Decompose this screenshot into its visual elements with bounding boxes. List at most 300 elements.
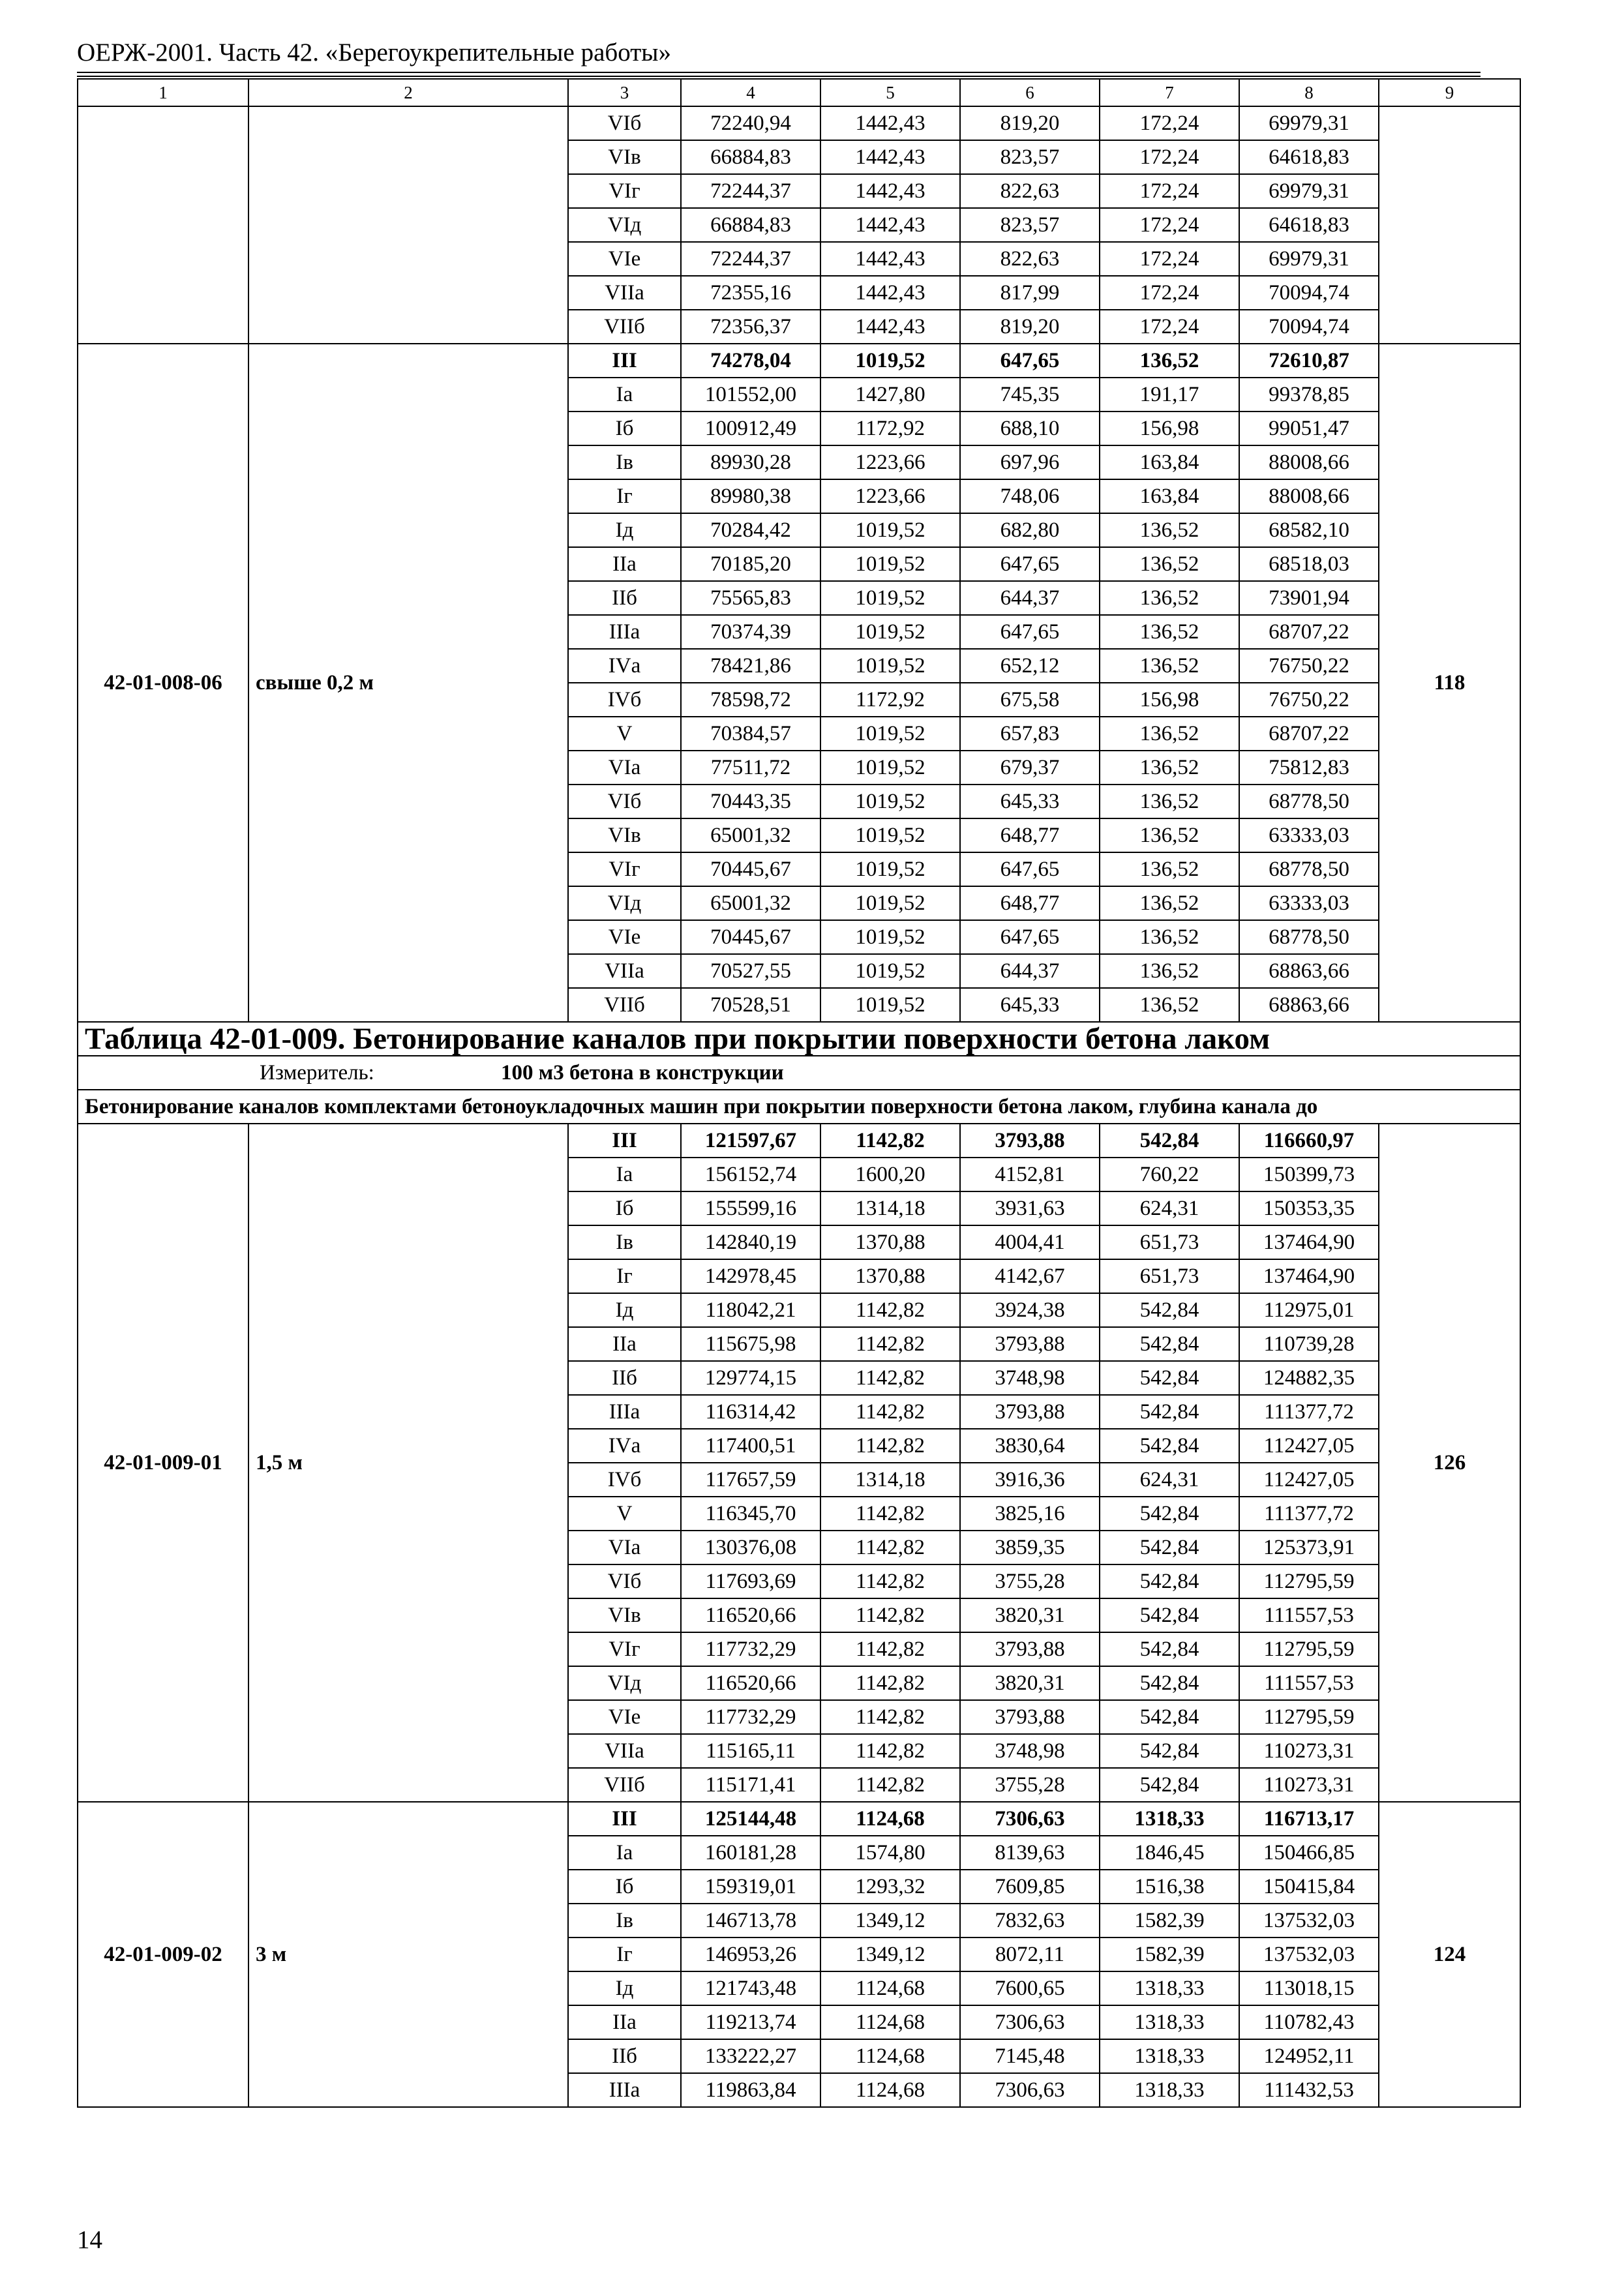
value-cell: 70384,57 xyxy=(681,717,820,751)
zone-cell: Iб xyxy=(568,411,681,445)
table-row xyxy=(78,1124,1520,1158)
value-cell: 1318,33 xyxy=(1100,2073,1239,2107)
value-cell: 1124,68 xyxy=(820,2005,960,2039)
value-cell: 1349,12 xyxy=(820,1904,960,1937)
value-cell: 75565,83 xyxy=(681,581,820,615)
value-cell: 644,37 xyxy=(960,581,1100,615)
rate-mark-cell: 126 xyxy=(1379,1124,1520,1802)
value-cell: 112795,59 xyxy=(1239,1564,1379,1598)
value-cell: 1293,32 xyxy=(820,1870,960,1904)
value-cell: 133222,27 xyxy=(681,2039,820,2073)
value-cell: 77511,72 xyxy=(681,751,820,785)
value-cell: 1314,18 xyxy=(820,1463,960,1497)
value-cell: 99051,47 xyxy=(1239,411,1379,445)
rate-mark-cell: 124 xyxy=(1379,1802,1520,2107)
value-cell: 125144,48 xyxy=(681,1802,820,1836)
zone-cell: VIг xyxy=(568,174,681,208)
value-cell: 1124,68 xyxy=(820,2073,960,2107)
value-cell: 129774,15 xyxy=(681,1361,820,1395)
value-cell: 69979,31 xyxy=(1239,242,1379,276)
value-cell: 78598,72 xyxy=(681,683,820,717)
value-cell: 72355,16 xyxy=(681,276,820,310)
zone-cell: IIа xyxy=(568,2005,681,2039)
value-cell: 1442,43 xyxy=(820,174,960,208)
value-cell: 136,52 xyxy=(1100,581,1239,615)
value-cell: 697,96 xyxy=(960,445,1100,479)
zone-cell: Iд xyxy=(568,1293,681,1327)
zone-cell: Iд xyxy=(568,513,681,547)
value-cell: 163,84 xyxy=(1100,445,1239,479)
value-cell: 1442,43 xyxy=(820,242,960,276)
value-cell: 819,20 xyxy=(960,106,1100,140)
column-number: 3 xyxy=(568,79,681,106)
zone-cell: VIб xyxy=(568,106,681,140)
value-cell: 66884,83 xyxy=(681,208,820,242)
value-cell: 110782,43 xyxy=(1239,2005,1379,2039)
group-description: Бетонирование каналов комплектами бетоноукладочных машин при покрытии поверхности бетона лаком, глубина канала до xyxy=(78,1090,1520,1124)
value-cell: 3748,98 xyxy=(960,1734,1100,1768)
rate-mark-cell: 118 xyxy=(1379,344,1520,1022)
value-cell: 116660,97 xyxy=(1239,1124,1379,1158)
value-cell: 65001,32 xyxy=(681,886,820,920)
value-cell: 150415,84 xyxy=(1239,1870,1379,1904)
value-cell: 136,52 xyxy=(1100,751,1239,785)
value-cell: 3793,88 xyxy=(960,1700,1100,1734)
value-cell: 150466,85 xyxy=(1239,1836,1379,1870)
zone-cell: Iб xyxy=(568,1870,681,1904)
zone-cell: VIIа xyxy=(568,1734,681,1768)
value-cell: 136,52 xyxy=(1100,344,1239,378)
value-cell: 68518,03 xyxy=(1239,547,1379,581)
value-cell: 142840,19 xyxy=(681,1225,820,1259)
value-cell: 1019,52 xyxy=(820,547,960,581)
value-cell: 146713,78 xyxy=(681,1904,820,1937)
value-cell: 160181,28 xyxy=(681,1836,820,1870)
value-cell: 117732,29 xyxy=(681,1632,820,1666)
value-cell: 1600,20 xyxy=(820,1158,960,1191)
value-cell: 156,98 xyxy=(1100,683,1239,717)
value-cell: 124952,11 xyxy=(1239,2039,1379,2073)
zone-cell: Iа xyxy=(568,1158,681,1191)
value-cell: 823,57 xyxy=(960,140,1100,174)
value-cell: 682,80 xyxy=(960,513,1100,547)
value-cell: 3825,16 xyxy=(960,1497,1100,1531)
value-cell: 1019,52 xyxy=(820,615,960,649)
zone-cell: IVа xyxy=(568,649,681,683)
page-number: 14 xyxy=(77,2226,102,2254)
value-cell: 1349,12 xyxy=(820,1937,960,1971)
value-cell: 136,52 xyxy=(1100,649,1239,683)
value-cell: 66884,83 xyxy=(681,140,820,174)
zone-cell: VIа xyxy=(568,751,681,785)
value-cell: 70094,74 xyxy=(1239,276,1379,310)
value-cell: 1172,92 xyxy=(820,411,960,445)
value-cell: 111377,72 xyxy=(1239,1395,1379,1429)
zone-cell: Iв xyxy=(568,445,681,479)
value-cell: 542,84 xyxy=(1100,1293,1239,1327)
value-cell: 130376,08 xyxy=(681,1531,820,1564)
zone-cell: Iг xyxy=(568,479,681,513)
value-cell: 1019,52 xyxy=(820,920,960,954)
value-cell: 1142,82 xyxy=(820,1497,960,1531)
column-number: 9 xyxy=(1379,79,1520,106)
column-number: 8 xyxy=(1239,79,1379,106)
value-cell: 1142,82 xyxy=(820,1632,960,1666)
zone-cell: Iг xyxy=(568,1937,681,1971)
zone-cell: VIIа xyxy=(568,276,681,310)
value-cell: 3755,28 xyxy=(960,1564,1100,1598)
value-cell: 159319,01 xyxy=(681,1870,820,1904)
value-cell: 817,99 xyxy=(960,276,1100,310)
value-cell: 1142,82 xyxy=(820,1666,960,1700)
zone-cell: VIе xyxy=(568,920,681,954)
value-cell: 70443,35 xyxy=(681,785,820,818)
zone-cell: VIв xyxy=(568,818,681,852)
rates-table xyxy=(77,78,1521,2108)
value-cell: 647,65 xyxy=(960,852,1100,886)
value-cell: 110739,28 xyxy=(1239,1327,1379,1361)
value-cell: 1019,52 xyxy=(820,886,960,920)
value-cell: 1318,33 xyxy=(1100,2005,1239,2039)
zone-cell: V xyxy=(568,1497,681,1531)
value-cell: 76750,22 xyxy=(1239,683,1379,717)
value-cell: 136,52 xyxy=(1100,988,1239,1022)
value-cell: 1019,52 xyxy=(820,852,960,886)
value-cell: 822,63 xyxy=(960,242,1100,276)
value-cell: 63333,03 xyxy=(1239,886,1379,920)
value-cell: 72610,87 xyxy=(1239,344,1379,378)
zone-cell: IIа xyxy=(568,1327,681,1361)
zone-cell: Iг xyxy=(568,1259,681,1293)
group-description-row xyxy=(78,1090,1520,1124)
value-cell: 1846,45 xyxy=(1100,1836,1239,1870)
value-cell: 647,65 xyxy=(960,344,1100,378)
value-cell: 111432,53 xyxy=(1239,2073,1379,2107)
value-cell: 1142,82 xyxy=(820,1293,960,1327)
value-cell: 111557,53 xyxy=(1239,1598,1379,1632)
value-cell: 101552,00 xyxy=(681,378,820,411)
zone-cell: VIг xyxy=(568,1632,681,1666)
column-number: 6 xyxy=(960,79,1100,106)
value-cell: 155599,16 xyxy=(681,1191,820,1225)
zone-cell: IIб xyxy=(568,1361,681,1395)
value-cell: 68778,50 xyxy=(1239,852,1379,886)
value-cell: 8072,11 xyxy=(960,1937,1100,1971)
value-cell: 1318,33 xyxy=(1100,1802,1239,1836)
rate-description-cell xyxy=(248,106,568,344)
value-cell: 624,31 xyxy=(1100,1463,1239,1497)
value-cell: 70094,74 xyxy=(1239,310,1379,344)
value-cell: 647,65 xyxy=(960,920,1100,954)
value-cell: 1172,92 xyxy=(820,683,960,717)
value-cell: 88008,66 xyxy=(1239,479,1379,513)
table-row xyxy=(78,344,1520,378)
value-cell: 70374,39 xyxy=(681,615,820,649)
value-cell: 1442,43 xyxy=(820,276,960,310)
value-cell: 823,57 xyxy=(960,208,1100,242)
zone-cell: VIд xyxy=(568,886,681,920)
column-number: 7 xyxy=(1100,79,1239,106)
value-cell: 115165,11 xyxy=(681,1734,820,1768)
value-cell: 115171,41 xyxy=(681,1768,820,1802)
value-cell: 121743,48 xyxy=(681,1971,820,2005)
zone-cell: V xyxy=(568,717,681,751)
value-cell: 112427,05 xyxy=(1239,1463,1379,1497)
column-number: 5 xyxy=(820,79,960,106)
value-cell: 542,84 xyxy=(1100,1361,1239,1395)
value-cell: 150353,35 xyxy=(1239,1191,1379,1225)
column-number: 2 xyxy=(248,79,568,106)
column-number: 1 xyxy=(78,79,248,106)
value-cell: 7832,63 xyxy=(960,1904,1100,1937)
header-rule xyxy=(77,76,1481,77)
value-cell: 1124,68 xyxy=(820,2039,960,2073)
value-cell: 111377,72 xyxy=(1239,1497,1379,1531)
value-cell: 65001,32 xyxy=(681,818,820,852)
value-cell: 644,37 xyxy=(960,954,1100,988)
zone-cell: Iа xyxy=(568,1836,681,1870)
value-cell: 89930,28 xyxy=(681,445,820,479)
rate-description-cell: 1,5 м xyxy=(248,1124,568,1802)
measure-value: 100 м3 бетона в конструкции xyxy=(501,1061,784,1085)
value-cell: 116520,66 xyxy=(681,1598,820,1632)
value-cell: 172,24 xyxy=(1100,174,1239,208)
value-cell: 688,10 xyxy=(960,411,1100,445)
value-cell: 136,52 xyxy=(1100,513,1239,547)
measure-label: Измеритель: xyxy=(260,1061,374,1085)
value-cell: 119213,74 xyxy=(681,2005,820,2039)
rate-code-cell: 42-01-009-01 xyxy=(78,1124,248,1802)
value-cell: 7306,63 xyxy=(960,1802,1100,1836)
value-cell: 116345,70 xyxy=(681,1497,820,1531)
value-cell: 542,84 xyxy=(1100,1700,1239,1734)
value-cell: 1442,43 xyxy=(820,140,960,174)
value-cell: 1223,66 xyxy=(820,445,960,479)
value-cell: 1516,38 xyxy=(1100,1870,1239,1904)
zone-cell: Iв xyxy=(568,1225,681,1259)
value-cell: 88008,66 xyxy=(1239,445,1379,479)
value-cell: 63333,03 xyxy=(1239,818,1379,852)
value-cell: 7145,48 xyxy=(960,2039,1100,2073)
zone-cell: Iв xyxy=(568,1904,681,1937)
value-cell: 72240,94 xyxy=(681,106,820,140)
value-cell: 64618,83 xyxy=(1239,140,1379,174)
zone-cell: III xyxy=(568,1124,681,1158)
zone-cell: Iа xyxy=(568,378,681,411)
value-cell: 3859,35 xyxy=(960,1531,1100,1564)
value-cell: 3793,88 xyxy=(960,1395,1100,1429)
value-cell: 1019,52 xyxy=(820,988,960,1022)
value-cell: 4004,41 xyxy=(960,1225,1100,1259)
value-cell: 1223,66 xyxy=(820,479,960,513)
value-cell: 137532,03 xyxy=(1239,1937,1379,1971)
column-number: 4 xyxy=(681,79,820,106)
value-cell: 3931,63 xyxy=(960,1191,1100,1225)
value-cell: 78421,86 xyxy=(681,649,820,683)
header-rule xyxy=(77,72,1481,73)
value-cell: 1019,52 xyxy=(820,581,960,615)
value-cell: 124882,35 xyxy=(1239,1361,1379,1395)
value-cell: 3793,88 xyxy=(960,1632,1100,1666)
value-cell: 64618,83 xyxy=(1239,208,1379,242)
value-cell: 3793,88 xyxy=(960,1327,1100,1361)
document-header-title: ОЕРЖ-2001. Часть 42. «Берегоукрепительные работы» xyxy=(77,38,671,67)
zone-cell: IIIа xyxy=(568,1395,681,1429)
value-cell: 1574,80 xyxy=(820,1836,960,1870)
value-cell: 69979,31 xyxy=(1239,174,1379,208)
value-cell: 679,37 xyxy=(960,751,1100,785)
zone-cell: IVа xyxy=(568,1429,681,1463)
value-cell: 70528,51 xyxy=(681,988,820,1022)
value-cell: 542,84 xyxy=(1100,1327,1239,1361)
value-cell: 117400,51 xyxy=(681,1429,820,1463)
zone-cell: VIб xyxy=(568,1564,681,1598)
value-cell: 68863,66 xyxy=(1239,988,1379,1022)
value-cell: 542,84 xyxy=(1100,1734,1239,1768)
value-cell: 3924,38 xyxy=(960,1293,1100,1327)
value-cell: 3916,36 xyxy=(960,1463,1100,1497)
table-row xyxy=(78,106,1520,140)
value-cell: 542,84 xyxy=(1100,1497,1239,1531)
value-cell: 136,52 xyxy=(1100,785,1239,818)
zone-cell: III xyxy=(568,1802,681,1836)
measure-row xyxy=(78,1056,1520,1090)
value-cell: 1019,52 xyxy=(820,954,960,988)
value-cell: 69979,31 xyxy=(1239,106,1379,140)
value-cell: 112427,05 xyxy=(1239,1429,1379,1463)
value-cell: 657,83 xyxy=(960,717,1100,751)
value-cell: 1142,82 xyxy=(820,1734,960,1768)
value-cell: 748,06 xyxy=(960,479,1100,513)
zone-cell: VIIб xyxy=(568,1768,681,1802)
zone-cell: IVб xyxy=(568,683,681,717)
table-title: Таблица 42-01-009. Бетонирование каналов при покрытии поверхности бетона лаком xyxy=(78,1022,1520,1056)
value-cell: 70185,20 xyxy=(681,547,820,581)
value-cell: 542,84 xyxy=(1100,1564,1239,1598)
zone-cell: IIа xyxy=(568,547,681,581)
value-cell: 137464,90 xyxy=(1239,1225,1379,1259)
value-cell: 1427,80 xyxy=(820,378,960,411)
value-cell: 1370,88 xyxy=(820,1259,960,1293)
value-cell: 645,33 xyxy=(960,785,1100,818)
value-cell: 72356,37 xyxy=(681,310,820,344)
value-cell: 110273,31 xyxy=(1239,1768,1379,1802)
value-cell: 1582,39 xyxy=(1100,1904,1239,1937)
value-cell: 70284,42 xyxy=(681,513,820,547)
value-cell: 652,12 xyxy=(960,649,1100,683)
value-cell: 3748,98 xyxy=(960,1361,1100,1395)
zone-cell: VIIа xyxy=(568,954,681,988)
value-cell: 117657,59 xyxy=(681,1463,820,1497)
value-cell: 72244,37 xyxy=(681,242,820,276)
value-cell: 72244,37 xyxy=(681,174,820,208)
value-cell: 1019,52 xyxy=(820,649,960,683)
zone-cell: VIIб xyxy=(568,310,681,344)
value-cell: 100912,49 xyxy=(681,411,820,445)
value-cell: 119863,84 xyxy=(681,2073,820,2107)
value-cell: 1142,82 xyxy=(820,1361,960,1395)
value-cell: 3793,88 xyxy=(960,1124,1100,1158)
value-cell: 760,22 xyxy=(1100,1158,1239,1191)
value-cell: 1142,82 xyxy=(820,1395,960,1429)
value-cell: 137532,03 xyxy=(1239,1904,1379,1937)
value-cell: 1142,82 xyxy=(820,1124,960,1158)
value-cell: 3820,31 xyxy=(960,1598,1100,1632)
value-cell: 146953,26 xyxy=(681,1937,820,1971)
value-cell: 648,77 xyxy=(960,886,1100,920)
value-cell: 1124,68 xyxy=(820,1971,960,2005)
zone-cell: IIIа xyxy=(568,2073,681,2107)
zone-cell: IVб xyxy=(568,1463,681,1497)
zone-cell: IIIа xyxy=(568,615,681,649)
value-cell: 542,84 xyxy=(1100,1124,1239,1158)
value-cell: 116713,17 xyxy=(1239,1802,1379,1836)
value-cell: 1442,43 xyxy=(820,208,960,242)
value-cell: 136,52 xyxy=(1100,818,1239,852)
value-cell: 117732,29 xyxy=(681,1700,820,1734)
value-cell: 70527,55 xyxy=(681,954,820,988)
value-cell: 150399,73 xyxy=(1239,1158,1379,1191)
measure-cell xyxy=(78,1056,1520,1090)
value-cell: 542,84 xyxy=(1100,1632,1239,1666)
value-cell: 136,52 xyxy=(1100,547,1239,581)
value-cell: 7306,63 xyxy=(960,2073,1100,2107)
value-cell: 68707,22 xyxy=(1239,717,1379,751)
value-cell: 651,73 xyxy=(1100,1259,1239,1293)
value-cell: 136,52 xyxy=(1100,920,1239,954)
rate-code-cell: 42-01-008-06 xyxy=(78,344,248,1022)
value-cell: 648,77 xyxy=(960,818,1100,852)
value-cell: 645,33 xyxy=(960,988,1100,1022)
value-cell: 136,52 xyxy=(1100,852,1239,886)
value-cell: 1142,82 xyxy=(820,1429,960,1463)
value-cell: 112795,59 xyxy=(1239,1700,1379,1734)
value-cell: 1019,52 xyxy=(820,717,960,751)
value-cell: 73901,94 xyxy=(1239,581,1379,615)
value-cell: 1142,82 xyxy=(820,1531,960,1564)
value-cell: 647,65 xyxy=(960,615,1100,649)
value-cell: 136,52 xyxy=(1100,717,1239,751)
value-cell: 542,84 xyxy=(1100,1395,1239,1429)
value-cell: 68707,22 xyxy=(1239,615,1379,649)
value-cell: 7306,63 xyxy=(960,2005,1100,2039)
value-cell: 651,73 xyxy=(1100,1225,1239,1259)
zone-cell: VIе xyxy=(568,242,681,276)
value-cell: 156152,74 xyxy=(681,1158,820,1191)
value-cell: 3830,64 xyxy=(960,1429,1100,1463)
value-cell: 89980,38 xyxy=(681,479,820,513)
value-cell: 3755,28 xyxy=(960,1768,1100,1802)
rates-table-body xyxy=(78,79,1520,2107)
zone-cell: IIб xyxy=(568,581,681,615)
zone-cell: VIб xyxy=(568,785,681,818)
value-cell: 7609,85 xyxy=(960,1870,1100,1904)
value-cell: 4152,81 xyxy=(960,1158,1100,1191)
zone-cell: VIв xyxy=(568,140,681,174)
value-cell: 172,24 xyxy=(1100,310,1239,344)
value-cell: 1370,88 xyxy=(820,1225,960,1259)
value-cell: 822,63 xyxy=(960,174,1100,208)
value-cell: 136,52 xyxy=(1100,615,1239,649)
value-cell: 191,17 xyxy=(1100,378,1239,411)
value-cell: 647,65 xyxy=(960,547,1100,581)
value-cell: 70445,67 xyxy=(681,920,820,954)
value-cell: 116520,66 xyxy=(681,1666,820,1700)
value-cell: 3820,31 xyxy=(960,1666,1100,1700)
zone-cell: VIг xyxy=(568,852,681,886)
value-cell: 1142,82 xyxy=(820,1598,960,1632)
value-cell: 1019,52 xyxy=(820,818,960,852)
